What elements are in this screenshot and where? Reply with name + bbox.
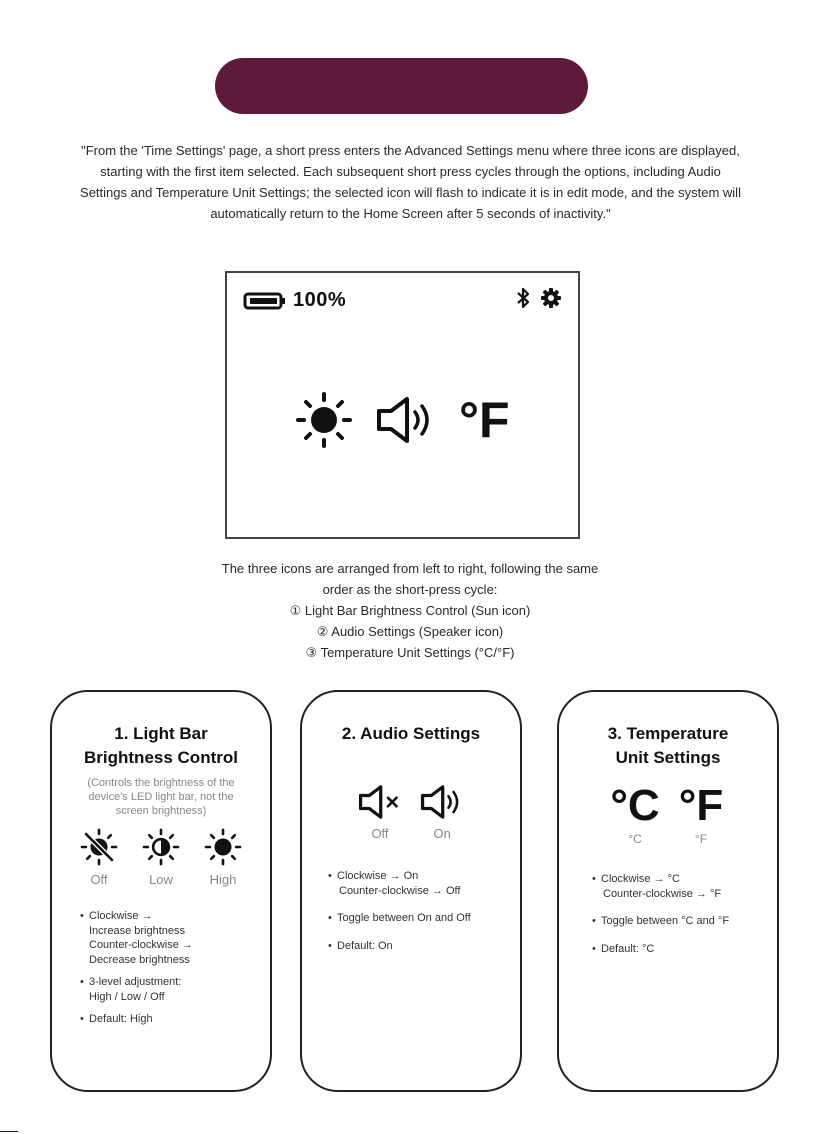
battery-full-icon [243,291,287,311]
bullet-line: Decrease brightness [89,953,190,966]
temperature-bullets [592,872,769,956]
header-banner [215,58,588,114]
level-label: Low [149,872,173,887]
description-item-3: ③ Temperature Unit Settings (°C/°F) [305,645,515,660]
state-label: Off [371,826,389,841]
battery-percentage: 100% [293,289,347,311]
brightness-low [130,828,192,887]
card-title-line: Brightness Control [84,748,238,767]
card-title-line: Unit Settings [615,748,721,767]
sun-off-icon [80,828,118,866]
bullet-item [328,869,510,898]
description-item-2: ② Audio Settings (Speaker icon) [316,624,504,639]
gear-icon [540,287,562,309]
unit-fahrenheit [670,781,732,846]
bluetooth-icon [516,287,530,309]
bullet-line: Increase brightness [89,924,185,937]
audio-off [349,784,411,841]
card-title [52,722,270,770]
card-note: (Controls the brightness of the device's LED light bar, not the screen brightness) [87,777,235,817]
celsius-icon: °C [610,781,660,830]
light-bullets [80,909,256,1027]
audio-bullets [328,869,510,953]
bullet-line: • Clockwise → °C [601,873,680,885]
bullet-line: Counter-clockwise → °F [603,887,722,900]
brightness-high [192,828,254,887]
state-label: On [433,826,451,841]
description-line: order as the short-press cycle: [322,582,498,597]
bullet-item [80,909,256,967]
menu-icons [295,391,510,449]
bullet-item: • Toggle between °C and °F [592,914,769,929]
battery-status [243,289,346,312]
audio-on [411,784,473,841]
description-line: The three icons are arranged from left to right, following the same [221,561,599,576]
fahrenheit-icon: °F [459,392,510,448]
device-screen [225,271,580,539]
bullet-line: • 3-level adjustment: [89,976,182,988]
bullet-line: High / Low / Off [89,990,165,1003]
brightness-off [68,828,130,887]
speaker-icon [375,395,437,445]
temperature-units [559,781,777,846]
level-label: Off [90,872,108,887]
bullet-item [80,975,256,1004]
sun-high-icon [204,828,242,866]
card-title: 2. Audio Settings [341,724,481,743]
icon-order-description [180,558,640,663]
audio-states [302,784,520,841]
bullet-line: Counter-clockwise → [89,939,193,951]
sun-low-icon [142,828,180,866]
brightness-levels [52,828,270,887]
card-title [559,722,777,770]
unit-celsius [604,781,666,846]
bullet-item: • Default: On [328,939,510,954]
bullet-item: • Default: °C [592,942,769,957]
page-edge-mark [0,1131,18,1132]
temperature-card [557,690,779,1092]
card-title-line: 1. Light Bar [114,724,208,743]
bullet-item [592,872,769,901]
bullet-line: • Clockwise → On [337,870,419,882]
bullet-line: • Clockwise → [89,910,153,922]
audio-card [300,690,522,1092]
speaker-mute-icon [357,784,403,820]
intro-paragraph: "From the 'Time Settings' page, a short press enters the Advanced Settings menu where three icons are displayed, starting with the first item selected. Each subsequent short press cycles through the options, including Audio Settings and Temperature Unit Settings; the selected icon will flash to indicate it is in edit mode, and the system will automatically return to the Home Screen after 5 seconds of inactivity." [80,143,741,221]
bullet-line: Counter-clockwise → Off [339,884,461,897]
description-item-1: ① Light Bar Brightness Control (Sun icon) [289,603,531,618]
light-bar-card [50,690,272,1092]
unit-label: °F [694,832,708,846]
unit-label: °C [628,832,642,846]
status-icons [516,287,562,309]
sun-icon [295,391,353,449]
level-label: High [209,872,237,887]
card-title-line: 3. Temperature [607,724,729,743]
speaker-on-icon [419,784,465,820]
fahrenheit-icon: °F [678,781,724,830]
bullet-item: • Default: High [80,1012,256,1027]
bullet-item: • Toggle between On and Off [328,911,510,926]
